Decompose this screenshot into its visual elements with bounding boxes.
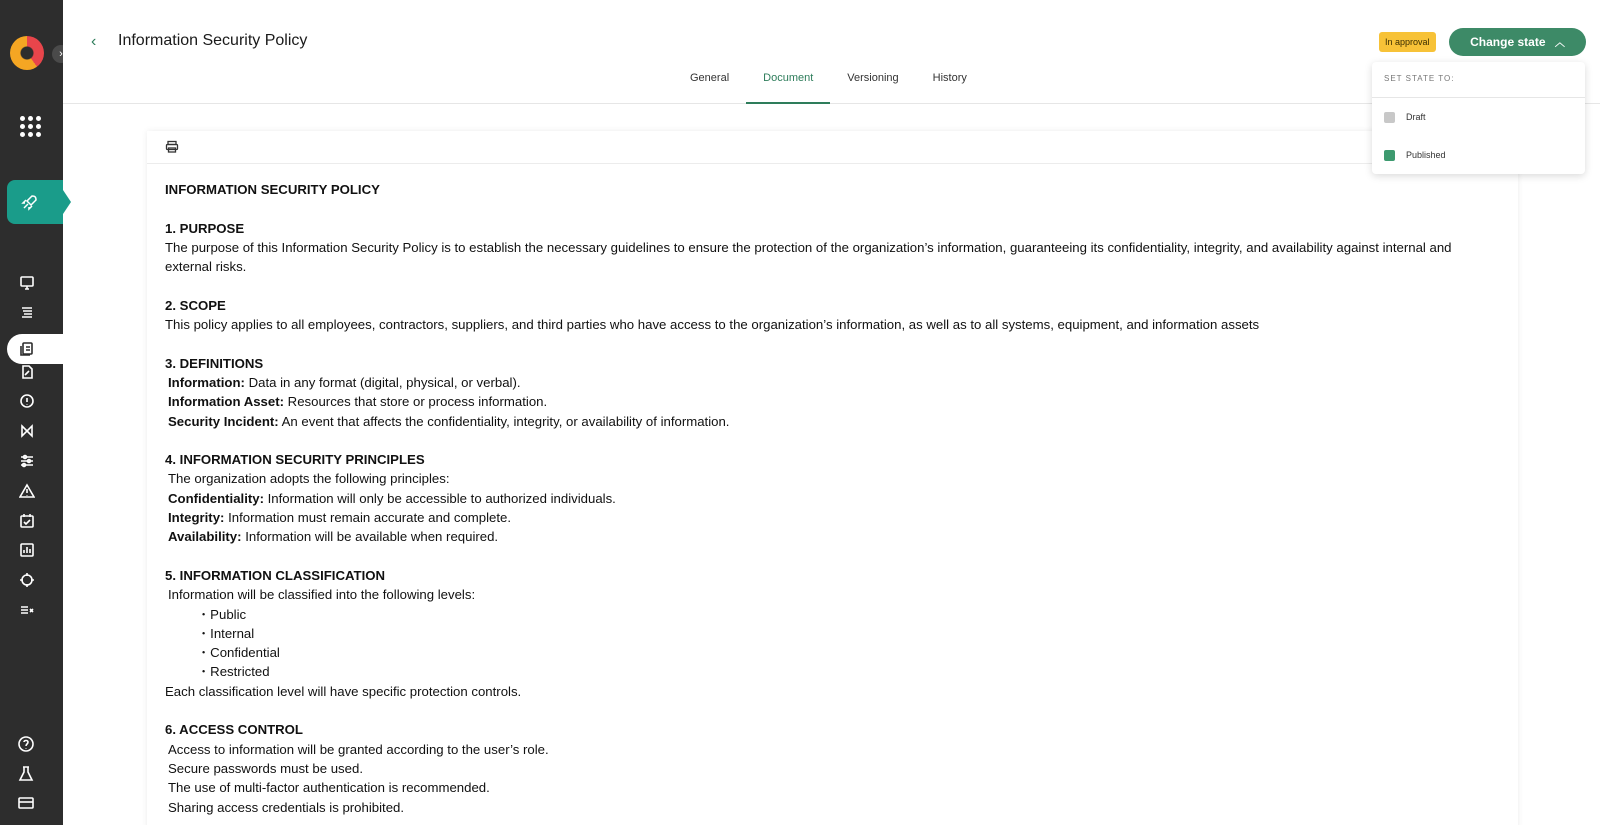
definition-text: An event that affects the confidentiality, integrity, or availability of information.	[278, 413, 730, 429]
state-dropdown	[1372, 62, 1585, 174]
sidebar-item-documents[interactable]	[7, 334, 63, 364]
definition-line	[165, 412, 1500, 431]
definition-text: Information must remain accurate and complete.	[224, 510, 512, 526]
section-paragraph: Each classification level will have specific protection controls.	[165, 683, 522, 699]
sliders-icon[interactable]	[17, 451, 37, 471]
section-paragraph: The purpose of this Information Security Policy is to establish the necessary guidelines to ensure the protection of the organization’s information, guaranteeing its confidentiality, integrity, and availability against internal and external risks.	[165, 239, 1452, 275]
list-item: ・Restricted	[197, 664, 270, 680]
back-chevron-icon[interactable]: ‹	[91, 33, 97, 50]
list-item: ・Internal	[197, 625, 255, 641]
section-heading: 4. INFORMATION SECURITY PRINCIPLES	[165, 452, 425, 468]
definition-text: Information will only be accessible to authorized individuals.	[263, 490, 616, 506]
alert-circle-icon[interactable]	[17, 391, 37, 411]
sidebar-expand-button[interactable]: ›	[52, 45, 70, 63]
state-option-draft[interactable]	[1372, 98, 1585, 136]
change-state-label: Change state	[1470, 35, 1546, 49]
library-icon	[19, 341, 35, 357]
definition-term: Information:	[168, 374, 245, 390]
definition-line	[165, 392, 1500, 411]
draft-swatch-icon	[1384, 112, 1395, 123]
definition-line	[165, 373, 1500, 392]
bowtie-icon[interactable]	[17, 421, 37, 441]
definition-line	[165, 527, 1500, 546]
definition-term: Integrity:	[168, 510, 225, 526]
list-item: Secure passwords must be used.	[168, 760, 363, 776]
list-item: ・Confidential	[197, 645, 280, 661]
section-heading: 6. ACCESS CONTROL	[165, 722, 303, 738]
tab-bar	[673, 70, 984, 104]
warning-icon[interactable]	[17, 481, 37, 501]
sidebar	[0, 0, 63, 825]
document-toolbar	[147, 131, 1518, 164]
section-heading: 3. DEFINITIONS	[165, 355, 264, 371]
report-icon[interactable]	[17, 540, 37, 560]
list-icon[interactable]	[17, 302, 37, 322]
definition-text: Information will be available when required.	[241, 529, 499, 545]
definition-text: Data in any format (digital, physical, or verbal).	[244, 374, 521, 390]
list-item: ・Public	[197, 606, 247, 622]
card-icon[interactable]	[17, 794, 37, 814]
definition-text: Resources that store or process information.	[284, 394, 548, 410]
definition-line	[165, 508, 1500, 527]
section-heading: 1. PURPOSE	[165, 220, 245, 236]
page-header	[63, 0, 1600, 104]
definition-term: Availability:	[168, 529, 242, 545]
document-title: INFORMATION SECURITY POLICY	[165, 182, 380, 197]
document-edit-icon[interactable]	[17, 362, 37, 382]
section-paragraph: The organization adopts the following principles:	[168, 471, 450, 487]
section-heading: 5. INFORMATION CLASSIFICATION	[165, 567, 386, 583]
definition-term: Information Asset:	[168, 394, 285, 410]
published-swatch-icon	[1384, 150, 1395, 161]
checklist-icon[interactable]	[17, 511, 37, 531]
target-icon[interactable]	[17, 570, 37, 590]
definition-term: Confidentiality:	[168, 490, 264, 506]
active-module-button[interactable]	[7, 180, 63, 224]
apps-grid-icon[interactable]	[20, 116, 42, 138]
flask-icon[interactable]	[17, 765, 37, 785]
list-item: Access to information will be granted according to the user’s role.	[168, 741, 549, 757]
change-state-button[interactable]	[1449, 28, 1586, 56]
status-badge: In approval	[1379, 32, 1436, 52]
section-heading: 2. SCOPE	[165, 297, 226, 313]
dropdown-header: SET STATE TO:	[1372, 62, 1585, 98]
rocket-icon	[20, 192, 40, 212]
tab-history[interactable]: History	[932, 72, 967, 84]
section-paragraph: This policy applies to all employees, contractors, suppliers, and third parties who have access to the organization’s information, as well as to all systems, equipment, and information assets	[165, 317, 1260, 333]
state-option-published[interactable]	[1372, 136, 1585, 174]
state-option-label: Published	[1406, 150, 1446, 160]
chevron-up-icon: ︿	[1554, 38, 1565, 49]
tab-document[interactable]: Document	[746, 70, 830, 104]
section-paragraph: Information will be classified into the following levels:	[168, 587, 476, 603]
tab-versioning[interactable]: Versioning	[847, 72, 899, 84]
page-title: Information Security Policy	[118, 32, 308, 49]
list-item: The use of multi-factor authentication is recommended.	[168, 780, 490, 796]
state-option-label: Draft	[1406, 112, 1426, 122]
monitor-icon[interactable]	[17, 273, 37, 293]
print-icon[interactable]	[165, 140, 179, 154]
document-body[interactable]	[147, 164, 1518, 825]
app-logo[interactable]	[10, 36, 44, 70]
definition-term: Security Incident:	[168, 413, 279, 429]
tab-general[interactable]: General	[690, 72, 730, 84]
document-card	[147, 131, 1518, 825]
help-icon[interactable]	[17, 735, 37, 755]
definition-line	[165, 489, 1500, 508]
list-item: Sharing access credentials is prohibited.	[168, 799, 405, 815]
filter-list-icon[interactable]	[17, 600, 37, 620]
